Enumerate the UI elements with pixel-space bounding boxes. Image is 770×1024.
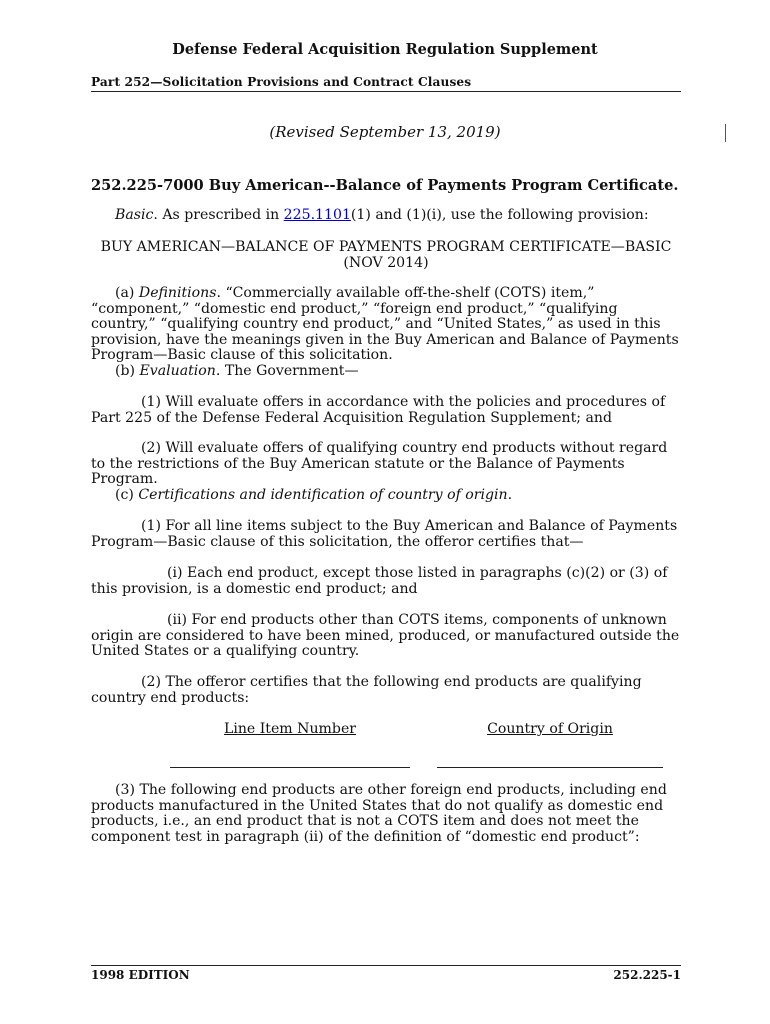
paragraph-c-3: (3) The following end products are other foreign end products, including end products manufactured in the United States that do not qualify as domestic end products, i.e., an end product that is not a COTS item and does not meet the component test in paragraph (ii) of the definition of “domestic end product”: (91, 782, 667, 845)
paragraph-c-1-ii: (ii) For end products other than COTS items, components of unknown origin are considered to have been mined, produced, or manufactured outside the United States or a qualifying country. (91, 612, 680, 660)
column-header-country: Country of Origin (487, 721, 613, 737)
header-rule (91, 91, 681, 92)
paragraph-b-1: (1) Will evaluate offers in accordance with the policies and procedures of Part 225 of the Defense Federal Acquisition Regulation Supplement; and (91, 394, 666, 426)
paragraph-c-2: (2) The offeror certifies that the following end products are qualifying country end products: (91, 674, 642, 706)
edition-label: 1998 EDITION (91, 968, 190, 982)
provision-title: BUY AMERICAN—BALANCE OF PAYMENTS PROGRAM CERTIFICATE—BASIC (100, 239, 672, 255)
revised-date: (Revised September 13, 2019) (269, 123, 501, 141)
basic-prescription: Basic. As prescribed in 225.1101(1) and (1)(i), use the following provision: (115, 207, 649, 223)
provision-date: (NOV 2014) (343, 255, 429, 271)
paragraph-c-1-i: (i) Each end product, except those listed in paragraphs (c)(2) or (3) of this provision, is a domestic end product; and (91, 565, 668, 597)
page-number: 252.225-1 (613, 968, 681, 982)
footer-rule (91, 965, 681, 966)
part-title: Part 252—Solicitation Provisions and Contract Clauses (91, 75, 472, 89)
paragraph-c-1: (1) For all line items subject to the Buy American and Balance of Payments Program—Basic clause of this solicitation, the offeror certifies that— (91, 518, 678, 550)
change-bar (725, 124, 726, 142)
section-title: 252.225-7000 Buy American--Balance of Payments Program Certificate. (91, 177, 679, 194)
column-header-line-item: Line Item Number (223, 721, 357, 737)
paragraph-b-evaluation: (b) Evaluation. The Government— (115, 363, 359, 379)
paragraph-a-definitions: (a) Definitions. “Commercially available off-the-shelf (COTS) item,” “component,” “domestic end product,” “foreign end product,” “qualifying country,” “qualifying country end product,” and “United States,” as used in this provision, have the meanings given in the Buy American and Balance of Payments Program—Basic clause of this solicitation. (91, 285, 679, 364)
basic-label: Basic (115, 207, 154, 223)
country-blank[interactable] (437, 767, 663, 768)
line-item-blank[interactable] (170, 767, 410, 768)
paragraph-b-2: (2) Will evaluate offers of qualifying country end products without regard to the restrictions of the Buy American statute or the Balance of Payments Program. (91, 440, 668, 488)
regulation-title: Defense Federal Acquisition Regulation Supplement (172, 41, 598, 58)
paragraph-c-certifications: (c) Certifications and identification of country of origin. (115, 487, 513, 503)
reference-link-225-1101[interactable]: 225.1101 (283, 207, 351, 223)
